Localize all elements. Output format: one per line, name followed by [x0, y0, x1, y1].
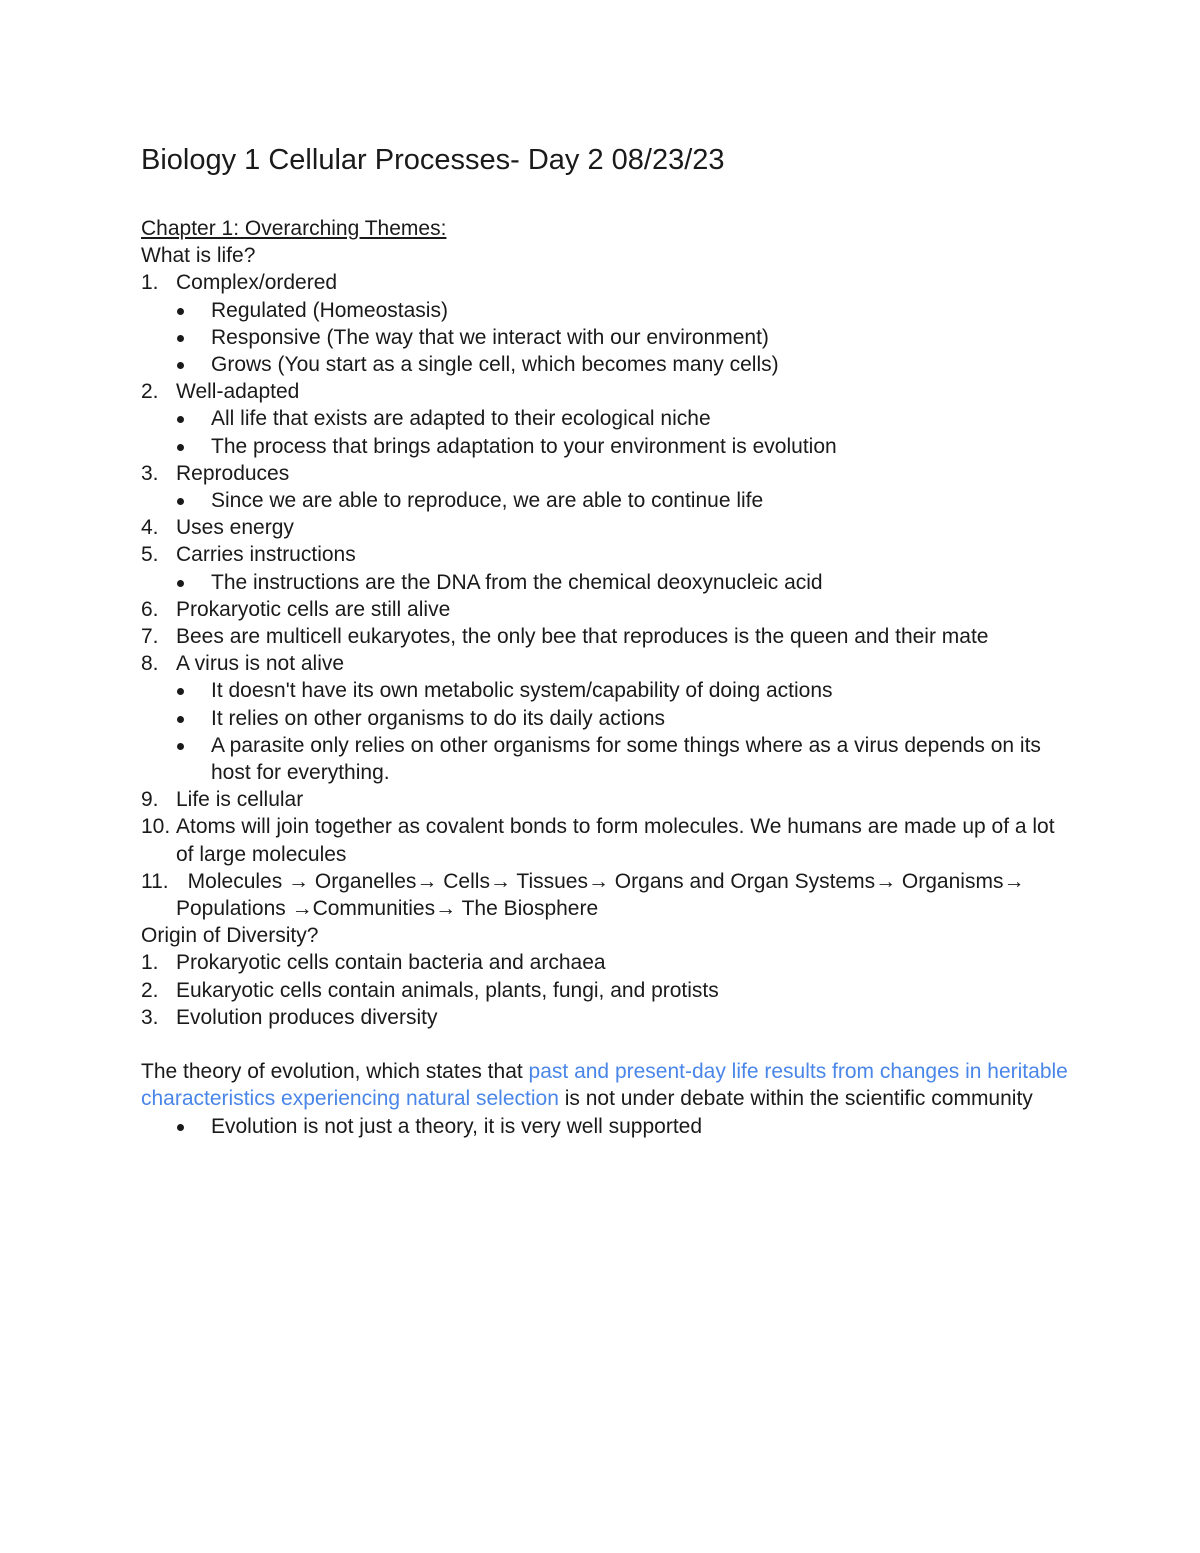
- paragraph-text-end: is not under debate within the scientific community: [558, 1087, 1033, 1111]
- list-item-text: Molecules → Organelles→ Cells→ Tissues→ Organs and Organ Systems→ Organisms→ Populations →Communities→ The Biosphere: [176, 869, 1031, 921]
- chapter-heading: Chapter 1: Overarching Themes:: [141, 217, 447, 240]
- bullet-text: Grows (You start as a single cell, which becomes many cells): [211, 353, 779, 377]
- list-number: 2.: [141, 380, 159, 404]
- list-number: 7.: [141, 625, 159, 649]
- list-item: [141, 297, 1071, 324]
- bullet-icon: [177, 362, 184, 369]
- bullet-icon: [177, 498, 184, 505]
- list-number: 1.: [141, 271, 159, 295]
- list-item: [141, 1113, 1071, 1140]
- list-item: [141, 786, 1071, 813]
- list-item: [141, 351, 1071, 378]
- numbered-list-origin-of-diversity: [141, 949, 1071, 1031]
- bullet-text: The process that brings adaptation to your environment is evolution: [211, 434, 837, 458]
- list-number: 2.: [141, 978, 159, 1002]
- list-item: [141, 433, 1071, 460]
- list-item: [141, 487, 1071, 514]
- list-number: 5.: [141, 543, 159, 567]
- list-item: [141, 623, 1071, 650]
- bullet-text: All life that exists are adapted to their ecological niche: [211, 407, 711, 431]
- bullet-icon: [177, 688, 184, 695]
- list-item: [141, 813, 1071, 867]
- list-number: 1.: [141, 951, 159, 975]
- bullet-icon: [177, 444, 184, 451]
- bullet-icon: [177, 580, 184, 587]
- bullet-text: It doesn't have its own metabolic system/capability of doing actions: [211, 679, 833, 703]
- bullet-icon: [177, 716, 184, 723]
- blank-line: [141, 1031, 1071, 1058]
- list-item: [141, 1004, 1071, 1031]
- bullet-text: The instructions are the DNA from the chemical deoxynucleic acid: [211, 570, 823, 594]
- list-item-text: Atoms will join together as covalent bonds to form molecules. We humans are made up of a lot of large molecules: [176, 815, 1061, 866]
- list-item-text: Reproduces: [176, 461, 290, 485]
- list-item: [141, 514, 1071, 541]
- list-item: [141, 569, 1071, 596]
- list-item-text: Complex/ordered: [176, 271, 338, 295]
- list-item: [141, 596, 1071, 623]
- list-item-text: Carries instructions: [176, 543, 356, 567]
- list-number: 6.: [141, 597, 159, 621]
- list-number: 3.: [141, 461, 159, 485]
- bullet-text: Responsive (The way that we interact with our environment): [211, 325, 769, 349]
- list-item-text: Uses energy: [176, 516, 294, 540]
- list-item: [141, 324, 1071, 351]
- numbered-list-what-is-life: [141, 269, 1071, 922]
- list-item: [141, 378, 1071, 405]
- bullet-icon: [177, 308, 184, 315]
- document-page: [141, 140, 1071, 1140]
- paragraph-text-start: The theory of evolution, which states that: [141, 1060, 529, 1084]
- list-item: [141, 460, 1071, 487]
- bullet-text: Evolution is not just a theory, it is very well supported: [211, 1114, 703, 1138]
- bullet-text: Since we are able to reproduce, we are able to continue life: [211, 489, 764, 513]
- paragraph-highlight: past and present-day life results from changes in heritable characteristics experiencing natural selection: [141, 1060, 1068, 1111]
- bullet-icon: [177, 1124, 184, 1131]
- list-item-text: Evolution produces diversity: [176, 1005, 438, 1029]
- list-item: [141, 269, 1071, 296]
- list-item-text: A virus is not alive: [176, 652, 345, 676]
- bullet-text: A parasite only relies on other organisms for some things where as a virus depends on its host for everything.: [211, 733, 1041, 785]
- list-number: 4.: [141, 516, 159, 540]
- list-item: [141, 677, 1071, 704]
- section-heading-what-is-life: What is life?: [141, 244, 256, 268]
- list-item: [141, 405, 1071, 432]
- bullet-icon: [177, 335, 184, 342]
- list-item: [141, 868, 1071, 922]
- list-item: [141, 732, 1071, 786]
- list-number: 9.: [141, 788, 159, 812]
- bullet-icon: [177, 743, 184, 750]
- list-item: [141, 705, 1071, 732]
- bullet-text: It relies on other organisms to do its daily actions: [211, 706, 666, 730]
- list-item: [141, 949, 1071, 976]
- evolution-paragraph: [141, 1058, 1071, 1112]
- list-item-text: Well-adapted: [176, 380, 300, 404]
- document-title: Biology 1 Cellular Processes- Day 2 08/23/23: [141, 144, 725, 176]
- list-number: 11.: [141, 869, 169, 893]
- list-item-text: Life is cellular: [176, 788, 304, 812]
- bullet-icon: [177, 416, 184, 423]
- list-item-text: Eukaryotic cells contain animals, plants, fungi, and protists: [176, 978, 719, 1002]
- list-item: [141, 977, 1071, 1004]
- list-number: 3.: [141, 1005, 159, 1029]
- section-heading-origin-of-diversity: Origin of Diversity?: [141, 924, 319, 948]
- list-item-text: Prokaryotic cells contain bacteria and archaea: [176, 951, 606, 975]
- list-item: [141, 650, 1071, 677]
- bullet-text: Regulated (Homeostasis): [211, 298, 448, 322]
- list-number: 8.: [141, 652, 159, 676]
- list-item-text: Prokaryotic cells are still alive: [176, 597, 451, 621]
- list-item: [141, 541, 1071, 568]
- list-item-text: Bees are multicell eukaryotes, the only bee that reproduces is the queen and their mate: [176, 625, 989, 649]
- list-number: 10.: [141, 815, 171, 839]
